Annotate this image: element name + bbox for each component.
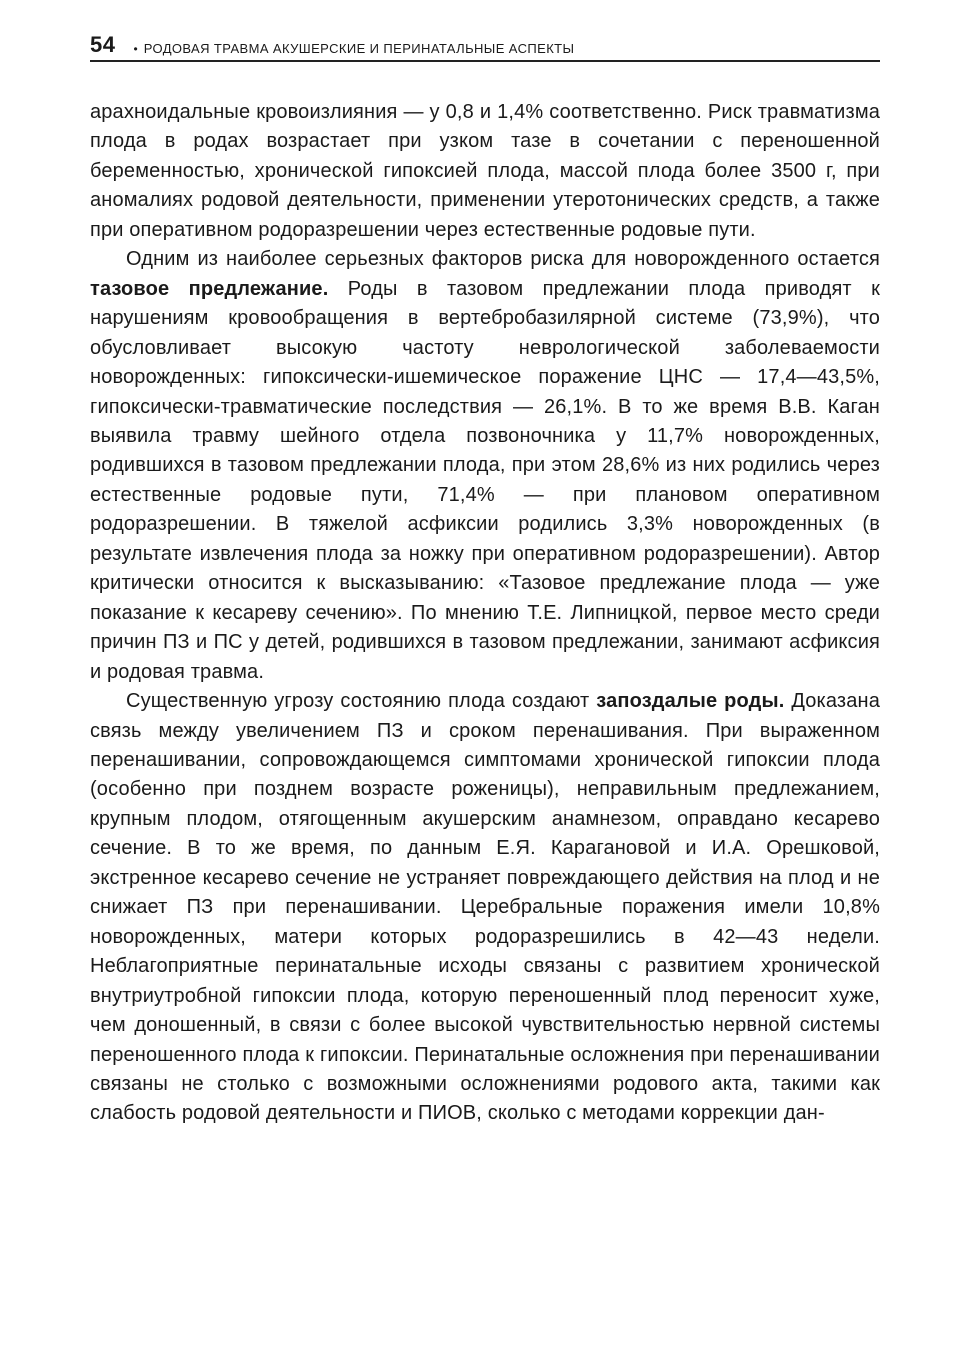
header-bullet: • xyxy=(133,42,138,56)
bold-term: тазовое предлежание. xyxy=(90,277,329,300)
paragraph-text: Роды в тазовом предлежании плода приводят к нарушениям кровообращения в вертебробазилярной системе (73,9%), что обусловливает высокую частоту неврологической заболеваемости новорожденных: гипоксически-ишемическое поражение ЦНС — 17,4—43,5%, гипоксически-травматические последствия — 26,1%. В то же время В.В. Каган выявила травму шейного отдела позвоночника у 11,7% новорожденных, родившихся в тазовом предлежании плода, при этом 28,6% из них родились через естественные родовые пути, 71,4% — при плановом оперативном родоразрешении. В тяжелой асфиксии родились 3,3% новорожденных (в результате извлечения плода за ножку при оперативном родоразрешении). Автор критически относится к высказыванию: «Тазовое предлежание плода — уже показание к кесареву сечению». По мнению Т.Е. Липницкой, первое место среди причин ПЗ и ПС у детей, родившихся в тазовом предлежании, занимают асфиксия и родовая травма. xyxy=(90,277,880,683)
page-number: 54 xyxy=(90,32,116,57)
paragraph-text: Существенную угрозу состоянию плода создают xyxy=(126,690,597,713)
paragraph xyxy=(90,687,880,1129)
bold-term: запоздалые роды. xyxy=(596,690,785,713)
paragraph-text: Доказана связь между увеличением ПЗ и сроком перенашивания. При выраженном перенашивании, сопровождающемся симптомами хронической гипоксии плода (особенно при позднем возрасте роженицы), неправильным предлежанием, крупным плодом, отягощенным акушерским анамнезом, оправдано кесарево сечение. В то же время, по данным Е.Я. Карагановой и И.А. Орешковой, экстренное кесарево сечение не устраняет повреждающего действия на плод и не снижает ПЗ при перенашивании. Церебральные поражения имели 10,8% новорожденных, матери которых родоразрешились в 42—43 недели. Неблагоприятные перинатальные исходы связаны с развитием хронической внутриутробной гипоксии плода, которую переношенный плод переносит хуже, чем доношенный, в связи с более высокой чувствительностью нервной системы переношенного плода к гипоксии. Перинатальные осложнения при перенашивании связаны не столько с возможными осложнениями родового акта, такими как слабость родовой деятельности и ПИОВ, сколько с методами коррекции дан- xyxy=(90,690,880,1125)
running-title: РОДОВАЯ ТРАВМА АКУШЕРСКИЕ И ПЕРИНАТАЛЬНЫЕ АСПЕКТЫ xyxy=(143,41,575,56)
paragraph xyxy=(90,98,880,245)
paragraph-text: арахноидальные кровоизлияния — у 0,8 и 1,4% соответственно. Риск травматизма плода в родах возрастает при узком тазе в сочетании с переношенной беременностью, хронической гипоксией плода, массой плода более 3500 г, при аномалиях родовой деятельности, применении утеротонических средств, а также при оперативном родоразрешении через естественные родовые пути. xyxy=(90,101,880,241)
body-text xyxy=(90,98,880,1129)
running-header xyxy=(90,30,880,62)
paragraph-text: Одним из наиболее серьезных факторов риска для новорожденного остается xyxy=(126,248,880,271)
paragraph xyxy=(90,245,880,687)
